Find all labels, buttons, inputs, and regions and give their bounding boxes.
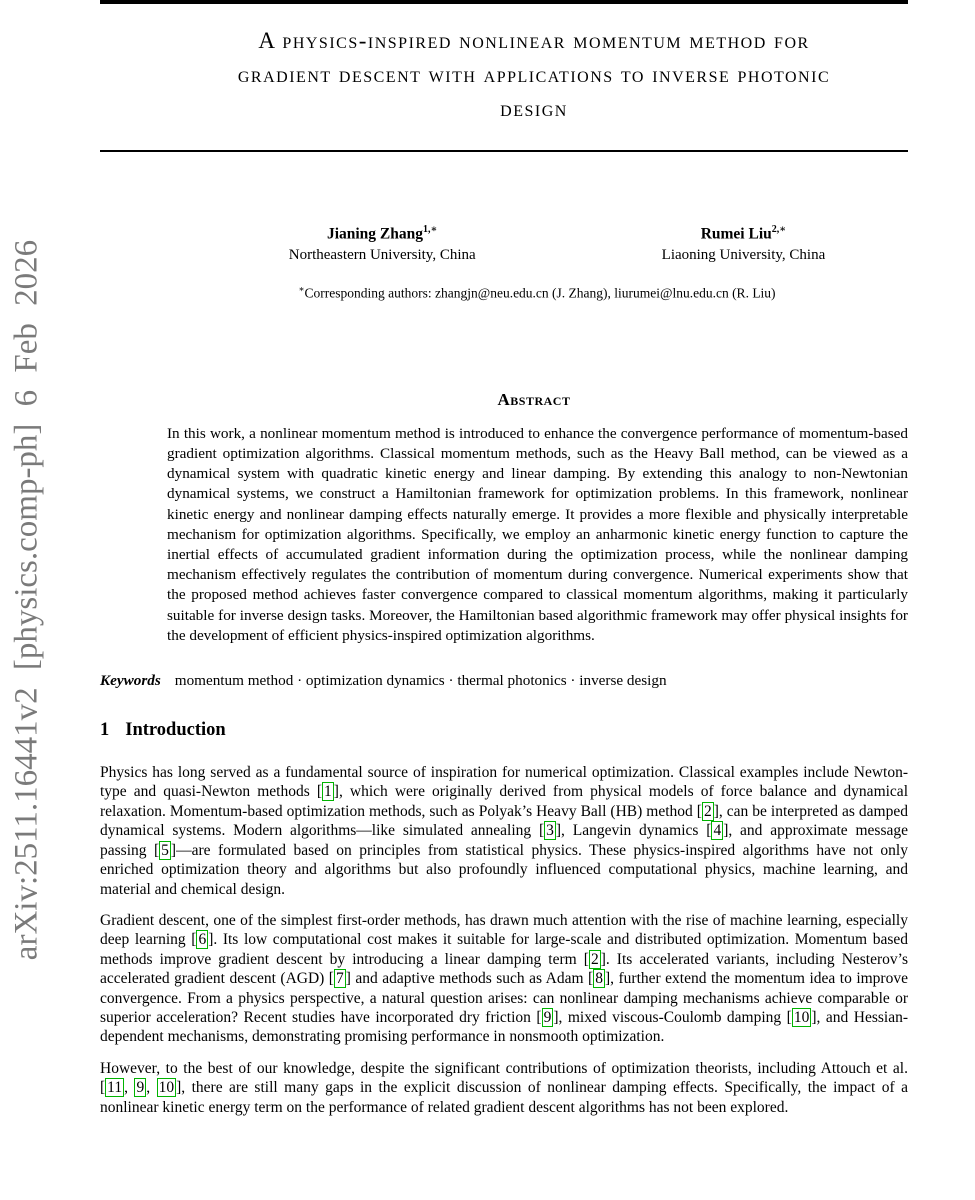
author-2-affiliation: Liaoning University, China <box>661 247 826 264</box>
paper-title-line-3: design <box>500 96 568 121</box>
arxiv-identifier-stamp: arXiv:2511.16441v2 [physics.comp-ph] 6 Feb 2026 <box>8 239 45 961</box>
citation-ref[interactable]: 7 <box>335 970 344 988</box>
author-1-affiliation: Northeastern University, China <box>288 247 476 264</box>
citation-ref[interactable]: 5 <box>161 841 169 859</box>
author-2-name: Rumei Liu <box>700 225 772 243</box>
body-paragraph-2: Gradient descent, one of the simplest first-order methods, has drawn much attention with the rise of machine learning, especially deep learning [ 6 ]. Its low computational cost makes it suitable for large-scale and distributed optimization. Momentum based methods improve gradient descent by introducing a linear damping term [ 2 ]. Its accelerated variants, including Nesterov’s accelerated gradient descent (AGD) [ 7 ] and adaptive methods such as Adam [ 8 ], further extend the momentum idea to improve convergence. From a physics perspective, a natural question arises: can nonlinear damping mechanisms achieve comparable or superior acceleration? Recent studies have incorporated dry friction [ 9 ], mixed viscous-Coulomb damping [ 10 ], and Hessian-dependent mechanisms, demonstrating promising performance in nonsmooth optimization. <box>100 911 908 1046</box>
citation-ref[interactable]: 6 <box>198 931 207 949</box>
paper-title-line-2: gradient descent with applications to inverse photonic <box>237 62 831 87</box>
citation-ref[interactable]: 10 <box>793 1008 810 1026</box>
citation-ref[interactable]: 8 <box>595 970 603 988</box>
body-paragraph-3: However, to the best of our knowledge, despite the significant contributions of optimization theorists, including Attouch et al. [ 11 , 9 , 10 ], there are still many gaps in the explicit discussion of nonlinear damping effects. Specifically, the impact of a nonlinear kinetic energy term on the performance of related gradient descent algorithms has not been explored. <box>100 1059 909 1116</box>
corresponding-authors-footnote <box>133 284 941 302</box>
footnote-marker: ∗ <box>298 284 305 295</box>
author-1-name-line <box>289 224 476 243</box>
abstract-heading: Abstract <box>497 389 571 409</box>
citation-ref[interactable]: 3 <box>546 822 554 840</box>
author-1 <box>289 224 476 264</box>
author-2-superscript: 2,∗ <box>771 224 787 235</box>
citation-ref[interactable]: 11 <box>107 1079 123 1097</box>
body-paragraph-1: Physics has long served as a fundamental source of inspiration for numerical optimization. Classical examples include Newton-type and quasi-Newton methods [ 1 ], which were originally derived from physical models of force balance and dynamical relaxation. Momentum-based optimization methods, such as Polyak’s Heavy Ball (HB) method [ 2 ], can be interpreted as damped dynamical systems. Modern algorithms—like simulated annealing [ 3 ], Langevin dynamics [ 4 ], and approximate message passing [ 5 ]—are formulated based on principles from statistical physics. These physics-inspired algorithms have not only enriched optimization theory and algorithms but also profoundly influenced computational physics, machine learning, and material and chemical design. <box>100 764 908 898</box>
paper-title <box>130 24 938 126</box>
footnote-text: Corresponding authors: zhangjn@neu.edu.cn (J. Zhang), liurumei@lnu.edu.cn (R. Liu) <box>304 285 776 301</box>
citation-ref[interactable]: 9 <box>136 1079 145 1097</box>
citation-ref[interactable]: 4 <box>713 822 722 840</box>
author-2 <box>662 224 826 264</box>
page-content <box>100 0 908 1117</box>
keywords-label: Keywords <box>100 672 161 690</box>
citation-ref[interactable]: 9 <box>543 1008 552 1026</box>
section-title: Introduction <box>125 720 226 741</box>
title-rule-top <box>100 0 908 4</box>
citation-ref[interactable]: 2 <box>703 802 712 820</box>
citation-ref[interactable]: 2 <box>590 950 599 968</box>
section-number: 1 <box>100 720 110 741</box>
author-1-name: Jianing Zhang <box>326 225 424 243</box>
author-1-superscript: 1,∗ <box>423 224 438 235</box>
author-block <box>153 224 961 264</box>
citation-ref[interactable]: 1 <box>324 783 332 801</box>
keywords-line <box>100 672 908 690</box>
title-rule-bottom <box>100 150 908 152</box>
author-2-name-line <box>662 224 826 243</box>
abstract-text: In this work, a nonlinear momentum method is introduced to enhance the convergence performance of momentum-based gradient optimization algorithms. Classical momentum methods, such as the Heavy Ball method, can be viewed as a dynamical system with quadratic kinetic energy and linear damping. By extending this analogy to non-Newtonian dynamical systems, we construct a Hamiltonian framework for optimization problems. In this framework, nonlinear kinetic energy and nonlinear damping effects naturally emerge. It provides a more flexible and physically interpretable mechanism for optimization algorithms. Specifically, we employ an anharmonic kinetic energy function to capture the inertial effects of accumulated gradient information during the optimization process, while the nonlinear damping mechanism effectively regulates the contribution of momentum during convergence. Numerical experiments show that the proposed method achieves faster convergence compared to classical momentum algorithms, making it particularly suitable for inverse design tasks. Moreover, the Hamiltonian based algorithmic framework may offer physical insights for the development of efficient physics-inspired optimization algorithms. <box>167 424 908 644</box>
citation-ref[interactable]: 10 <box>158 1079 175 1097</box>
keywords-text: momentum method · optimization dynamics · thermal photonics · inverse design <box>174 672 667 690</box>
section-heading-introduction <box>100 720 908 741</box>
paper-title-line-1: A physics-inspired nonlinear momentum method for <box>258 28 810 53</box>
